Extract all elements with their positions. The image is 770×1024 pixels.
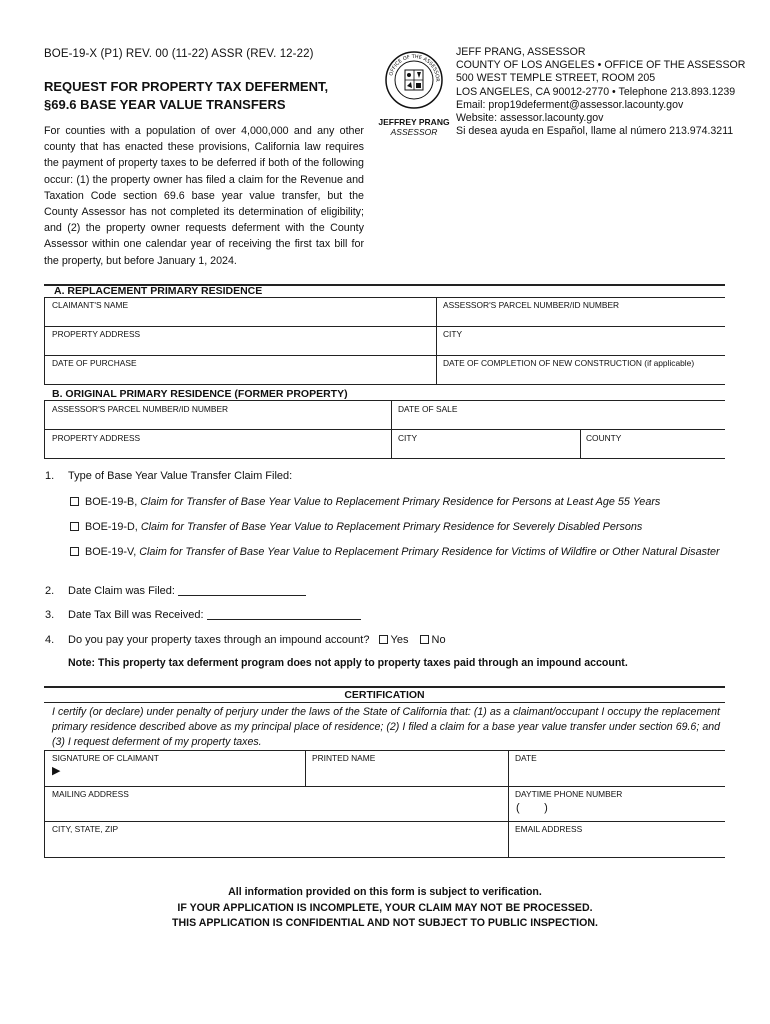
- original-property-address-field[interactable]: PROPERTY ADDRESS: [52, 433, 141, 443]
- question-2-row: [68, 585, 306, 597]
- question-1-number: 1.: [45, 470, 55, 482]
- section-b-bottom-rule: [44, 458, 725, 459]
- option-v-text: Claim for Transfer of Base Year Value to Replacement Primary Residence for Victims of Wildfire or Other Natural Disaster: [139, 546, 720, 558]
- signature-row-rule: [44, 786, 725, 787]
- seal-ring-text: OFFICE OF THE ASSESSOR: [388, 53, 441, 82]
- footer-line-2: IF YOUR APPLICATION IS INCOMPLETE, YOUR CLAIM MAY NOT BE PROCESSED.: [177, 901, 593, 914]
- assessor-spanish-help: Si desea ayuda en Español, llame al número 213.974.3211: [456, 125, 734, 138]
- date-field[interactable]: DATE: [515, 753, 537, 763]
- certification-text: I certify (or declare) under penalty of perjury under the laws of the State of California that: (1) as a claimant/occupant I occupy the replacement primary residence described above as my principal place of residence; (2) I filed a claim for a base year value transfer under section 69.6; and (3) I request deferment of my property taxes.: [52, 706, 720, 749]
- impound-yes-label: Yes: [390, 634, 409, 646]
- date-claim-filed-input[interactable]: [178, 585, 306, 596]
- question-3-number: 3.: [45, 609, 55, 621]
- intro-paragraph: For counties with a population of over 4,000,000 and any other county that has enacted these provisions, California law requires the payment of property taxes to be deferred if both of the following occur: (1) the property owner has filed a claim for the Revenue and Taxation Code section 69.6 base year value transfer, but the County Assessor has not completed its determination of eligibility; and (2) the property owner requests deferment with the County Assessor within one calendar year of receiving the first tax bill for the property, but before January 1, 2024.: [44, 125, 364, 267]
- replacement-city-field[interactable]: CITY: [443, 329, 463, 339]
- signature-divider: [305, 750, 306, 786]
- section-b-title: B. ORIGINAL PRIMARY RESIDENCE (FORMER PROPERTY): [52, 388, 348, 400]
- question-4-number: 4.: [45, 634, 55, 646]
- option-b-text: Claim for Transfer of Base Year Value to Replacement Primary Residence for Persons at Least Age 55 Years: [140, 496, 661, 508]
- signature-arrow-icon: ▶: [52, 765, 61, 777]
- question-2-number: 2.: [45, 585, 55, 597]
- signature-left-border: [44, 750, 45, 857]
- question-4-text: Do you pay your property taxes through an impound account?: [68, 634, 370, 646]
- section-a-row-rule: [44, 326, 725, 327]
- replacement-parcel-number-field[interactable]: ASSESSOR'S PARCEL NUMBER/ID NUMBER: [443, 300, 620, 310]
- phone-area-code: ( ): [516, 802, 548, 814]
- signature-row-rule: [44, 821, 725, 822]
- section-a-row-rule: [44, 355, 725, 356]
- city-state-zip-field[interactable]: CITY, STATE, ZIP: [52, 824, 119, 834]
- footer-notice: [0, 885, 770, 932]
- assessor-contact-block: [456, 46, 756, 138]
- assessor-office: COUNTY OF LOS ANGELES • OFFICE OF THE ASSESSOR: [456, 59, 746, 72]
- impound-no-checkbox[interactable]: [420, 635, 429, 644]
- form-title-line1: REQUEST FOR PROPERTY TAX DEFERMENT,: [44, 79, 329, 94]
- assessor-email: Email: prop19deferment@assessor.lacounty.gov: [456, 98, 684, 111]
- signature-bottom-rule: [44, 857, 725, 858]
- question-3-text: Date Tax Bill was Received:: [68, 609, 204, 621]
- claimant-name-field[interactable]: CLAIMANT'S NAME: [52, 300, 129, 310]
- question-1-text: Type of Base Year Value Transfer Claim Filed:: [68, 470, 293, 482]
- option-boe-19-b[interactable]: [70, 494, 730, 510]
- option-boe-19-d[interactable]: [70, 519, 730, 535]
- option-b-code: BOE-19-B,: [85, 496, 138, 508]
- seal-name: JEFFREY PRANG: [378, 117, 450, 127]
- checkbox-boe-19-b[interactable]: [70, 497, 79, 506]
- section-b-rule: [44, 400, 725, 401]
- checkbox-boe-19-v[interactable]: [70, 547, 79, 556]
- section-a-title: A. REPLACEMENT PRIMARY RESIDENCE: [54, 285, 263, 297]
- date-of-completion-field[interactable]: DATE OF COMPLETION OF NEW CONSTRUCTION (if applicable): [443, 358, 695, 368]
- question-4-row: [68, 634, 446, 646]
- assessor-city-phone: LOS ANGELES, CA 90012-2770 • Telephone 213.893.1239: [456, 85, 736, 98]
- form-title: [44, 78, 364, 114]
- option-boe-19-v[interactable]: [70, 544, 730, 560]
- impound-note: Note: This property tax deferment program does not apply to property taxes paid through an impound account.: [68, 657, 628, 669]
- printed-name-field[interactable]: PRINTED NAME: [312, 753, 376, 763]
- section-a-left-border: [44, 297, 45, 384]
- daytime-phone-field[interactable]: DAYTIME PHONE NUMBER: [515, 789, 623, 799]
- seal-title: ASSESSOR: [390, 127, 438, 137]
- section-b-row-rule: [44, 429, 725, 430]
- option-d-code: BOE-19-D,: [85, 521, 138, 533]
- assessor-street: 500 WEST TEMPLE STREET, ROOM 205: [456, 72, 656, 85]
- footer-line-1: All information provided on this form is subject to verification.: [228, 886, 542, 898]
- section-a-divider: [436, 297, 437, 384]
- original-parcel-number-field[interactable]: ASSESSOR'S PARCEL NUMBER/ID NUMBER: [52, 404, 229, 414]
- section-a-rule: [44, 297, 725, 298]
- option-d-text: Claim for Transfer of Base Year Value to Replacement Primary Residence for Severely Disabled Persons: [140, 521, 643, 533]
- signature-divider: [508, 750, 509, 857]
- header-left: [44, 48, 364, 269]
- impound-no-label: No: [431, 634, 446, 646]
- email-address-field[interactable]: EMAIL ADDRESS: [515, 824, 583, 834]
- form-title-line2: §69.6 BASE YEAR VALUE TRANSFERS: [44, 97, 286, 112]
- question-2-text: Date Claim was Filed:: [68, 585, 175, 597]
- mailing-address-field[interactable]: MAILING ADDRESS: [52, 789, 129, 799]
- signature-field[interactable]: SIGNATURE OF CLAIMANT: [52, 753, 159, 763]
- checkbox-boe-19-d[interactable]: [70, 522, 79, 531]
- assessor-name: JEFF PRANG, ASSESSOR: [456, 46, 586, 58]
- option-v-code: BOE-19-V,: [85, 546, 137, 558]
- impound-yes-checkbox[interactable]: [379, 635, 388, 644]
- replacement-property-address-field[interactable]: PROPERTY ADDRESS: [52, 329, 141, 339]
- assessor-website: Website: assessor.lacounty.gov: [456, 112, 604, 125]
- certification-rule: [44, 702, 725, 703]
- date-tax-bill-received-input[interactable]: [207, 609, 361, 620]
- date-of-sale-field[interactable]: DATE OF SALE: [398, 404, 458, 414]
- original-city-field[interactable]: CITY: [398, 433, 418, 443]
- assessor-seal-block: [376, 50, 452, 137]
- county-seal-icon: [384, 50, 444, 110]
- section-a-bottom-rule: [44, 384, 725, 385]
- original-county-field[interactable]: COUNTY: [586, 433, 622, 443]
- footer-line-3: THIS APPLICATION IS CONFIDENTIAL AND NOT SUBJECT TO PUBLIC INSPECTION.: [172, 917, 598, 930]
- certification-top-rule: [44, 686, 725, 688]
- question-3-row: [68, 609, 361, 621]
- certification-title: CERTIFICATION: [344, 689, 425, 701]
- section-b-divider: [580, 429, 581, 458]
- signature-top-rule: [44, 750, 725, 751]
- date-of-purchase-field[interactable]: DATE OF PURCHASE: [52, 358, 137, 368]
- form-number: BOE-19-X (P1) REV. 00 (11-22) ASSR (REV. 12-22): [44, 48, 314, 60]
